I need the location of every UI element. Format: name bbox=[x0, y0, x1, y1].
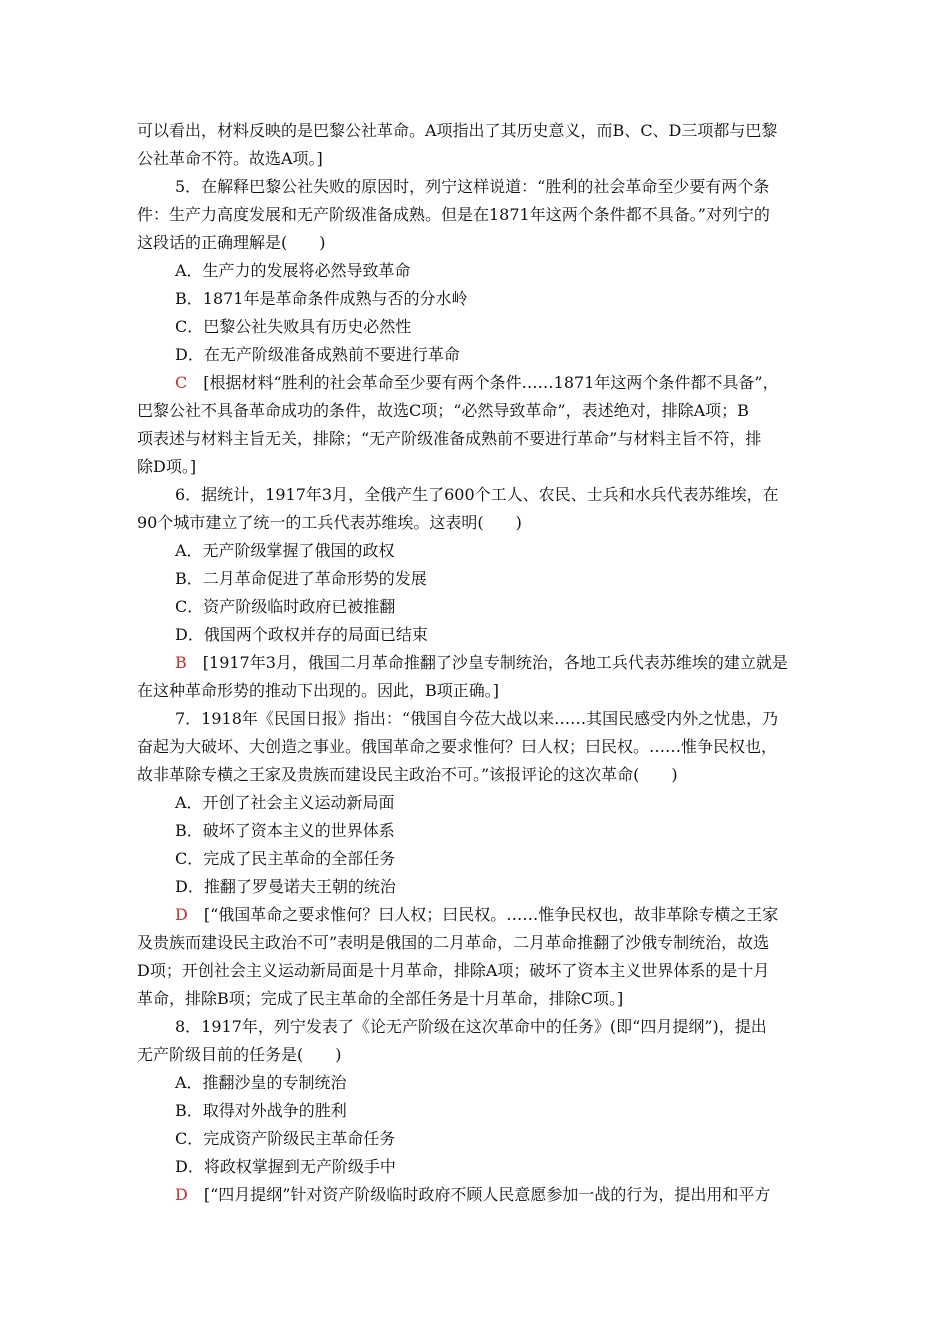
question-stem-line: 7．1918年《民国日报》指出：“俄国自今莅大战以来……其国民感受内外之忧患，乃 bbox=[175, 709, 779, 728]
text-line: 及贵族而建设民主政治不可”表明是俄国的二月革命，二月革命推翻了沙俄专制统治，故选 bbox=[137, 933, 770, 952]
option-line: A．推翻沙皇的专制统治 bbox=[175, 1073, 347, 1092]
question-stem-line: 5．在解释巴黎公社失败的原因时，列宁这样说道：“胜利的社会革命至少要有两个条 bbox=[175, 177, 770, 196]
option-line: B．二月革命促进了革命形势的发展 bbox=[175, 569, 427, 588]
option-line: A．开创了社会主义运动新局面 bbox=[175, 793, 395, 812]
answer-line bbox=[137, 901, 818, 929]
answer-explanation: [根据材料“胜利的社会革命至少要有两个条件……1871年这两个条件都不具备”， bbox=[187, 373, 779, 392]
answer-letter: B bbox=[175, 653, 187, 672]
answer-letter: D bbox=[175, 1185, 188, 1204]
option-line: D．将政权掌握到无产阶级手中 bbox=[175, 1157, 396, 1176]
option-line: A．生产力的发展将必然导致革命 bbox=[175, 261, 411, 280]
text-line: 奋起为大破坏、大创造之事业。俄国革命之要求惟何？曰人权；曰民权。……惟争民权也， bbox=[137, 737, 778, 756]
answer-explanation: [“四月提纲”针对资产阶级临时政府不顾人民意愿参加一战的行为，提出用和平方 bbox=[187, 1185, 771, 1204]
option-line: D．俄国两个政权并存的局面已结束 bbox=[175, 625, 428, 644]
option-line: D．在无产阶级准备成熟前不要进行革命 bbox=[175, 345, 460, 364]
option-line: B．取得对外战争的胜利 bbox=[175, 1101, 347, 1120]
answer-line bbox=[137, 649, 818, 677]
answer-explanation: [1917年3月，俄国二月革命推翻了沙皇专制统治，各地工兵代表苏维埃的建立就是 bbox=[186, 653, 788, 672]
text-line: 项表述与材料主旨无关，排除；“无产阶级准备成熟前不要进行革命”与材料主旨不符，排 bbox=[137, 429, 762, 448]
option-line: B．破坏了资本主义的世界体系 bbox=[175, 821, 395, 840]
text-line: 可以看出，材料反映的是巴黎公社革命。A项指出了其历史意义，而B、C、D三项都与巴黎 bbox=[137, 121, 778, 140]
option-line: B．1871年是革命条件成熟与否的分水岭 bbox=[175, 289, 468, 308]
question-stem-line: 6．据统计，1917年3月，全俄产生了600个工人、农民、士兵和水兵代表苏维埃，在 bbox=[175, 485, 779, 504]
answer-letter: D bbox=[175, 905, 188, 924]
option-line: C．完成了民主革命的全部任务 bbox=[175, 849, 396, 868]
option-line: D．推翻了罗曼诺夫王朝的统治 bbox=[175, 877, 396, 896]
answer-line bbox=[137, 369, 818, 397]
option-line: C．完成资产阶级民主革命任务 bbox=[175, 1129, 396, 1148]
option-line: C．巴黎公社失败具有历史必然性 bbox=[175, 317, 412, 336]
text-line: 故非革除专横之王家及贵族而建设民主政治不可。”该报评论的这次革命( ) bbox=[137, 765, 678, 784]
text-line: 无产阶级目前的任务是( ) bbox=[137, 1045, 342, 1064]
text-line: 90个城市建立了统一的工兵代表苏维埃。这表明( ) bbox=[137, 513, 522, 532]
text-line: 公社革命不符。故选A项。] bbox=[137, 149, 323, 168]
answer-explanation: [“俄国革命之要求惟何？曰人权；曰民权。……惟争民权也，故非革除专横之王家 bbox=[187, 905, 779, 924]
question-stem-line: 8．1917年，列宁发表了《论无产阶级在这次革命中的任务》(即“四月提纲”)，提出 bbox=[175, 1017, 767, 1036]
text-line: 巴黎公社不具备革命成功的条件，故选C项；“必然导致革命”，表述绝对，排除A项；B bbox=[137, 401, 749, 420]
answer-line bbox=[137, 1181, 818, 1209]
text-line: 这段话的正确理解是( ) bbox=[137, 233, 326, 252]
option-line: A．无产阶级掌握了俄国的政权 bbox=[175, 541, 395, 560]
text-line: 除D项。] bbox=[137, 457, 197, 476]
text-line: 在这种革命形势的推动下出现的。因此，B项正确。] bbox=[137, 681, 500, 700]
option-line: C．资产阶级临时政府已被推翻 bbox=[175, 597, 396, 616]
text-line: 革命，排除B项；完成了民主革命的全部任务是十月革命，排除C项。] bbox=[137, 989, 624, 1008]
text-line: 件：生产力高度发展和无产阶级准备成熟。但是在1871年这两个条件都不具备。”对列宁的 bbox=[137, 205, 770, 224]
answer-letter: C bbox=[175, 373, 188, 392]
text-line: D项；开创社会主义运动新局面是十月革命，排除A项；破坏了资本主义世界体系的是十月 bbox=[137, 961, 770, 980]
